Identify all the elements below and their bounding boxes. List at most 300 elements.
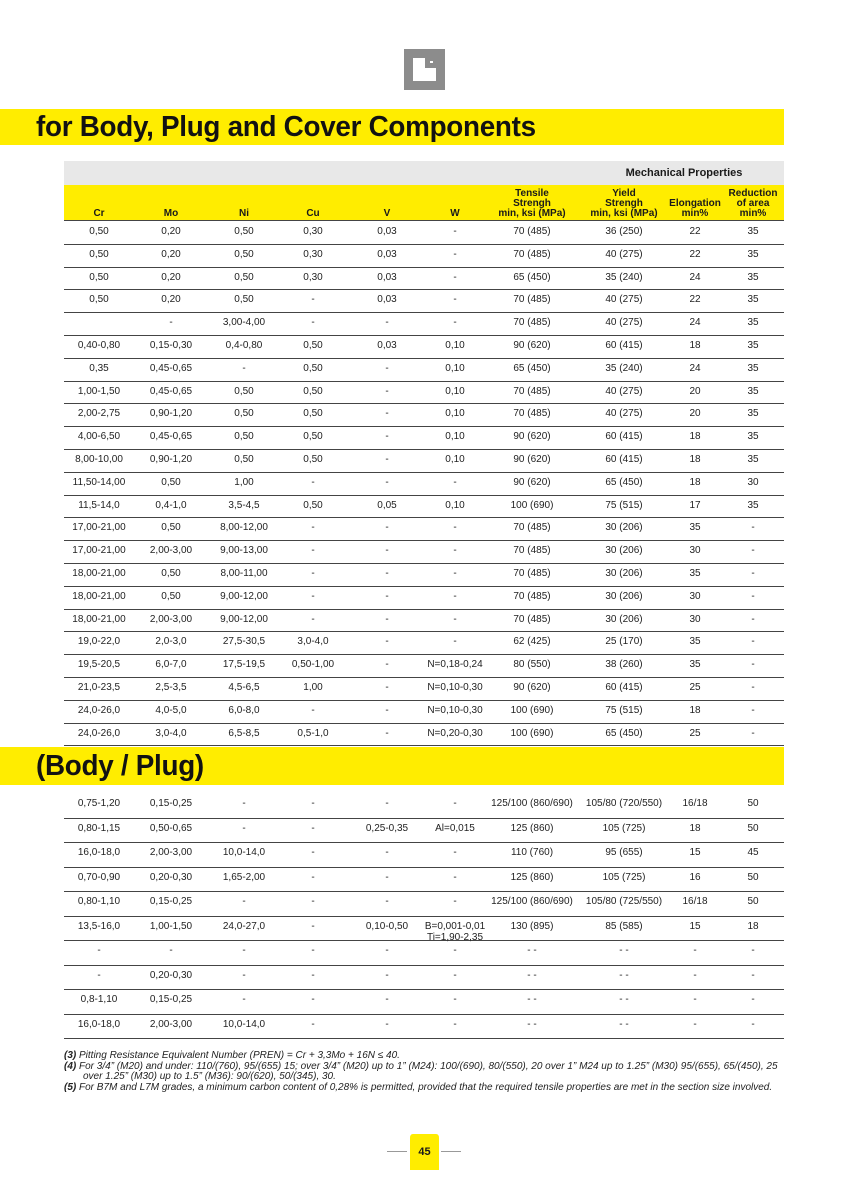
cell-mo: 0,50 — [161, 522, 181, 534]
table-row — [64, 267, 784, 291]
cell-cu: 0,50 — [303, 385, 323, 397]
cell-ni: 3,00-4,00 — [222, 317, 266, 329]
cell-mo: 0,20 — [161, 294, 181, 306]
cell-w: - — [453, 847, 457, 858]
cell-reduction: 35 — [747, 248, 759, 260]
cell-ni: 1,65-2,00 — [222, 871, 266, 883]
cell-cu: - — [311, 590, 315, 602]
cell-tensile: 70 (485) — [513, 385, 551, 397]
cell-yield: 60 (415) — [605, 431, 643, 443]
cell-tensile: 70 (485) — [513, 545, 551, 557]
table-row — [64, 244, 784, 268]
cell-cu: - — [311, 896, 315, 907]
cell-cr: 19,5-20,5 — [77, 659, 121, 671]
footnote-number: (5) — [64, 1081, 77, 1093]
cell-cr: 19,0-22,0 — [77, 636, 121, 648]
cell-elongation: - — [693, 945, 697, 956]
cell-mo: 0,50-0,65 — [149, 822, 193, 834]
cell-cu: - — [311, 545, 315, 557]
cell-v: - — [385, 682, 389, 693]
cell-yield: 30 (206) — [605, 590, 643, 602]
cell-ni: 0,4-0,80 — [225, 340, 263, 351]
cell-reduction: 35 — [747, 294, 759, 306]
cell-cr: 4,00-6,50 — [77, 431, 121, 443]
cell-elongation: 18 — [689, 454, 701, 465]
cell-cu: 0,50 — [303, 499, 323, 511]
cell-tensile: 70 (485) — [513, 408, 551, 420]
cell-elongation: 17 — [689, 499, 701, 511]
cell-w: 0,10 — [445, 385, 465, 397]
cell-elongation: - — [693, 1018, 697, 1030]
cell-elongation: 18 — [689, 431, 701, 443]
column-header-elongation: Elongation min% — [669, 198, 721, 219]
cell-reduction: - — [751, 994, 755, 1005]
cell-mo: 0,4-1,0 — [155, 499, 187, 511]
cell-v: - — [385, 969, 389, 981]
cell-tensile: 65 (450) — [513, 271, 551, 283]
cell-yield: 40 (275) — [605, 385, 643, 397]
cell-yield: - - — [619, 945, 629, 956]
cell-v: - — [385, 408, 389, 420]
cell-w: - — [453, 522, 457, 534]
cell-mo: 0,15-0,25 — [149, 896, 193, 907]
cell-cu: - — [311, 969, 315, 981]
table-row — [64, 312, 784, 336]
column-header-cr: Cr — [93, 208, 105, 219]
table-row — [64, 940, 784, 966]
cell-reduction: - — [751, 613, 755, 625]
cell-yield: 105/80 (725/550) — [585, 896, 663, 907]
cell-reduction: 35 — [747, 431, 759, 443]
section-band — [0, 747, 784, 785]
cell-yield: 95 (655) — [605, 847, 643, 858]
cell-cu: - — [311, 704, 315, 716]
cell-v: - — [385, 896, 389, 907]
cell-reduction: 35 — [747, 362, 759, 374]
column-header-mo: Mo — [163, 208, 179, 219]
cell-ni: - — [242, 969, 246, 981]
cell-cu: - — [311, 1018, 315, 1030]
cell-tensile: - - — [527, 945, 537, 956]
cell-elongation: - — [693, 969, 697, 981]
table-row — [64, 842, 784, 868]
cell-mo: 0,15-0,25 — [149, 798, 193, 809]
cell-v: 0,05 — [377, 499, 397, 511]
table-row — [64, 495, 784, 519]
cell-ni: 24,0-27,0 — [222, 920, 266, 932]
cell-cr: 8,00-10,00 — [75, 454, 123, 465]
cell-v: 0,03 — [377, 271, 397, 283]
cell-ni: 6,5-8,5 — [228, 727, 260, 739]
table-row — [64, 677, 784, 701]
cell-cr: 11,5-14,0 — [78, 499, 120, 511]
cell-tensile: 70 (485) — [513, 226, 551, 237]
column-header-yield: Yield Strengh min, ksi (MPa) — [590, 188, 658, 219]
cell-w: Al=0,015 — [435, 822, 475, 834]
cell-cr: 21,0-23,5 — [77, 682, 121, 693]
cell-v: - — [385, 945, 389, 956]
cell-w: 0,10 — [445, 340, 465, 351]
cell-yield: 65 (450) — [605, 727, 643, 739]
cell-yield: - - — [619, 994, 629, 1005]
cell-reduction: 35 — [747, 408, 759, 420]
cell-cu: 0,50 — [303, 408, 323, 420]
cell-v: - — [385, 568, 389, 579]
cell-w: 0,10 — [445, 431, 465, 443]
cell-w: - — [453, 994, 457, 1005]
table-row — [64, 891, 784, 917]
cell-cr: 18,00-21,00 — [72, 590, 126, 602]
cell-tensile: 90 (620) — [513, 476, 551, 488]
table-row — [64, 221, 784, 245]
cell-elongation: 18 — [689, 704, 701, 716]
cell-tensile: 100 (690) — [510, 499, 554, 511]
cell-v: - — [385, 636, 389, 648]
cell-yield: 25 (170) — [605, 636, 643, 648]
cell-mo: 0,15-0,30 — [149, 340, 193, 351]
cell-elongation: 15 — [689, 920, 701, 932]
cell-w: - — [453, 871, 457, 883]
cell-reduction: 50 — [747, 822, 759, 834]
table-row — [64, 563, 784, 587]
cell-ni: - — [242, 798, 246, 809]
table-row — [64, 867, 784, 893]
cell-reduction: 18 — [747, 920, 759, 932]
cell-mo: 0,20 — [161, 271, 181, 283]
table-row — [64, 403, 784, 427]
cell-w: - — [453, 613, 457, 625]
cell-ni: 8,00-11,00 — [220, 568, 268, 579]
cell-tensile: 70 (485) — [513, 613, 551, 625]
section-title: (Body / Plug) — [36, 750, 204, 782]
cell-elongation: 24 — [689, 271, 701, 283]
cell-mo: 0,20-0,30 — [149, 871, 193, 883]
cell-reduction: - — [751, 969, 755, 981]
cell-ni: - — [242, 994, 246, 1005]
cell-cu: 1,00 — [303, 682, 323, 693]
cell-ni: 10,0-14,0 — [222, 847, 266, 858]
cell-yield: 35 (240) — [605, 362, 643, 374]
cell-v: - — [385, 317, 389, 329]
cell-v: - — [385, 454, 389, 465]
cell-v: - — [385, 613, 389, 625]
cell-elongation: 18 — [689, 476, 701, 488]
cell-v: - — [385, 798, 389, 809]
cell-w: N=0,10-0,30 — [427, 704, 483, 716]
cell-cr: 0,80-1,10 — [77, 896, 121, 907]
cell-ni: - — [242, 362, 246, 374]
cell-w: - — [453, 248, 457, 260]
cell-w: 0,10 — [445, 499, 465, 511]
cell-reduction: 35 — [747, 317, 759, 329]
column-header-reduction: Reduction of area min% — [728, 188, 778, 219]
cell-yield: 35 (240) — [605, 271, 643, 283]
cell-elongation: 16/18 — [682, 896, 708, 907]
table-row — [64, 654, 784, 678]
cell-elongation: 30 — [689, 545, 701, 557]
cell-tensile: - - — [527, 1018, 537, 1030]
cell-tensile: 125 (860) — [510, 871, 554, 883]
cell-mo: 6,0-7,0 — [155, 659, 187, 671]
cell-mo: 0,15-0,25 — [149, 994, 193, 1005]
cell-w: - — [453, 545, 457, 557]
cell-ni: 9,00-12,00 — [220, 613, 268, 625]
cell-mo: 0,90-1,20 — [149, 408, 193, 420]
cell-v: - — [385, 1018, 389, 1030]
cell-cu: 0,50 — [303, 431, 323, 443]
table-row — [64, 517, 784, 541]
cell-ni: 9,00-12,00 — [220, 590, 268, 602]
cell-ni: 1,00 — [234, 476, 254, 488]
cell-v: - — [385, 522, 389, 534]
cell-v: 0,03 — [377, 294, 397, 306]
cell-cu: - — [311, 613, 315, 625]
cell-mo: 2,00-3,00 — [149, 1018, 193, 1030]
cell-cr: 0,50 — [89, 294, 109, 306]
cell-ni: 4,5-6,5 — [228, 682, 260, 693]
cell-ni: 0,50 — [234, 294, 254, 306]
cell-v: 0,03 — [377, 248, 397, 260]
cell-v: - — [385, 659, 389, 671]
cell-elongation: 16 — [689, 871, 701, 883]
cell-elongation: 35 — [689, 522, 701, 534]
cell-reduction: - — [751, 590, 755, 602]
cell-tensile: 65 (450) — [513, 362, 551, 374]
cell-yield: 75 (515) — [605, 704, 643, 716]
cell-ni: 0,50 — [234, 431, 254, 443]
cell-elongation: 30 — [689, 590, 701, 602]
cell-yield: 75 (515) — [605, 499, 643, 511]
cell-v: - — [385, 385, 389, 397]
cell-reduction: - — [751, 682, 755, 693]
cell-tensile: - - — [527, 969, 537, 981]
cell-mo: 2,5-3,5 — [155, 682, 187, 693]
cell-w: - — [453, 317, 457, 329]
cell-w: - — [453, 798, 457, 809]
cell-cr: - — [97, 969, 101, 981]
cell-ni: 0,50 — [234, 271, 254, 283]
cell-elongation: 15 — [689, 847, 701, 858]
cell-tensile: 125/100 (860/690) — [491, 798, 573, 809]
cell-yield: 105 (725) — [602, 822, 646, 834]
table-row — [64, 631, 784, 655]
cell-yield: 30 (206) — [605, 613, 643, 625]
cell-mo: 0,50 — [161, 590, 181, 602]
cell-yield: 30 (206) — [605, 522, 643, 534]
cell-tensile: 125/100 (860/690) — [491, 896, 573, 907]
cell-ni: 17,5-19,5 — [222, 659, 266, 671]
table-row — [64, 426, 784, 450]
cell-cr: 24,0-26,0 — [77, 727, 121, 739]
cell-reduction: - — [751, 659, 755, 671]
footnote-text: Pitting Resistance Equivalent Number (PREN) = Cr + 3,3Mo + 16N ≤ 40. — [79, 1050, 400, 1061]
cell-w: N=0,10-0,30 — [427, 682, 483, 693]
cell-elongation: 22 — [689, 248, 701, 260]
table-row — [64, 965, 784, 991]
cell-cu: 0,30 — [303, 248, 323, 260]
cell-elongation: 22 — [689, 294, 701, 306]
cell-cu: 0,5-1,0 — [297, 727, 329, 739]
cell-ni: - — [242, 945, 246, 956]
cell-w: - — [453, 590, 457, 602]
cell-cr: 17,00-21,00 — [72, 545, 126, 557]
cell-reduction: - — [751, 568, 755, 579]
cell-v: - — [385, 476, 389, 488]
cell-cu: - — [311, 294, 315, 306]
cell-v: 0,10-0,50 — [365, 920, 409, 932]
table-row — [64, 472, 784, 496]
cell-v: - — [385, 431, 389, 443]
cell-cr: 16,0-18,0 — [77, 847, 121, 858]
cell-ni: 10,0-14,0 — [222, 1018, 266, 1030]
cell-elongation: 25 — [689, 682, 701, 693]
cell-mo: 0,20 — [161, 248, 181, 260]
cell-w: 0,10 — [445, 408, 465, 420]
page-number-rule-left — [387, 1151, 407, 1152]
cell-yield: 40 (275) — [605, 248, 643, 260]
cell-cu: 0,50 — [303, 454, 323, 465]
cell-w: - — [453, 271, 457, 283]
cell-cr: 0,75-1,20 — [77, 798, 121, 809]
cell-yield: - - — [619, 969, 629, 981]
footnote — [64, 1062, 784, 1083]
column-header-ni: Ni — [239, 208, 249, 219]
cell-reduction: 35 — [747, 499, 759, 511]
cell-elongation: 20 — [689, 385, 701, 397]
cell-tensile: 70 (485) — [513, 248, 551, 260]
cell-reduction: 35 — [747, 226, 759, 237]
table-row — [64, 358, 784, 382]
cell-mo: 0,45-0,65 — [149, 385, 193, 397]
cell-elongation: 35 — [689, 568, 701, 579]
cell-ni: 6,0-8,0 — [228, 704, 260, 716]
cell-ni: 0,50 — [234, 385, 254, 397]
cell-yield: 30 (206) — [605, 568, 643, 579]
cell-w: 0,10 — [445, 454, 465, 465]
cell-tensile: 90 (620) — [513, 431, 551, 443]
cell-cr: 24,0-26,0 — [77, 704, 121, 716]
cell-cr: 18,00-21,00 — [72, 613, 126, 625]
column-header-v: V — [383, 208, 391, 219]
table-row — [64, 793, 784, 819]
cell-cu: - — [311, 476, 315, 488]
cell-yield: 36 (250) — [605, 226, 643, 237]
cell-w: N=0,18-0,24 — [427, 659, 483, 671]
cell-tensile: - - — [527, 994, 537, 1005]
cell-cr: 0,8-1,10 — [80, 994, 118, 1005]
cell-v: 0,25-0,35 — [365, 822, 409, 834]
cell-cu: 0,30 — [303, 226, 323, 237]
cell-mo: 4,0-5,0 — [155, 704, 187, 716]
cell-cr: 0,80-1,15 — [77, 822, 121, 834]
cell-tensile: 80 (550) — [513, 659, 551, 671]
cell-yield: 40 (275) — [605, 408, 643, 420]
cell-cu: 0,50 — [303, 340, 323, 351]
cell-reduction: - — [751, 545, 755, 557]
cell-mo: 0,20 — [161, 226, 181, 237]
cell-cu: - — [311, 822, 315, 834]
cell-tensile: 90 (620) — [513, 340, 551, 351]
cell-yield: 30 (206) — [605, 545, 643, 557]
cell-reduction: 50 — [747, 871, 759, 883]
cell-yield: 38 (260) — [605, 659, 643, 671]
cell-cu: 3,0-4,0 — [297, 636, 329, 648]
cell-mo: 0,50 — [161, 476, 181, 488]
page-title: for Body, Plug and Cover Components — [36, 111, 536, 143]
mechanical-properties-label: Mechanical Properties — [625, 167, 743, 179]
cell-mo: 2,00-3,00 — [149, 847, 193, 858]
cell-ni: 0,50 — [234, 454, 254, 465]
cell-elongation: 30 — [689, 613, 701, 625]
cell-yield: 40 (275) — [605, 317, 643, 329]
cell-ni: 0,50 — [234, 408, 254, 420]
cell-cu: - — [311, 871, 315, 883]
cell-tensile: 110 (760) — [510, 847, 554, 858]
cell-v: - — [385, 362, 389, 374]
cell-v: 0,03 — [377, 226, 397, 237]
cell-mo: 2,0-3,0 — [155, 636, 187, 648]
cell-tensile: 70 (485) — [513, 294, 551, 306]
column-header-tensile: Tensile Strengh min, ksi (MPa) — [498, 188, 566, 219]
cell-cr: 0,40-0,80 — [77, 340, 121, 351]
cell-cr: 17,00-21,00 — [72, 522, 126, 534]
cell-cu: 0,50 — [303, 362, 323, 374]
cell-cu: - — [311, 522, 315, 534]
table-row — [64, 586, 784, 610]
cell-cr: 0,50 — [89, 248, 109, 260]
cell-cu: 0,30 — [303, 271, 323, 283]
cell-reduction: 50 — [747, 896, 759, 907]
cell-elongation: 20 — [689, 408, 701, 420]
cell-reduction: 35 — [747, 340, 759, 351]
cell-mo: 0,20-0,30 — [149, 969, 193, 981]
cell-tensile: 125 (860) — [510, 822, 554, 834]
mechanical-properties-bar — [64, 161, 784, 185]
title-band — [0, 109, 784, 145]
cell-elongation: 24 — [689, 317, 701, 329]
cell-v: - — [385, 847, 389, 858]
cell-yield: 40 (275) — [605, 294, 643, 306]
cell-w: - — [453, 568, 457, 579]
cell-mo: 2,00-3,00 — [149, 613, 193, 625]
cell-reduction: - — [751, 945, 755, 956]
table-row — [64, 723, 784, 747]
cell-w: B=0,001-0,01 Ti=1,90-2,35 — [424, 920, 486, 943]
cell-elongation: 18 — [689, 822, 701, 834]
cell-yield: 105 (725) — [602, 871, 646, 883]
cell-cr: - — [97, 945, 101, 956]
cell-w: - — [453, 636, 457, 648]
cell-mo: 1,00-1,50 — [149, 920, 193, 932]
cell-cr: 11,50-14,00 — [72, 476, 126, 488]
cell-v: 0,03 — [377, 340, 397, 351]
table-row — [64, 989, 784, 1015]
cell-tensile: 130 (895) — [510, 920, 554, 932]
cell-reduction: 35 — [747, 385, 759, 397]
table-row — [64, 609, 784, 633]
column-header-w: W — [450, 208, 460, 219]
cell-cu: - — [311, 847, 315, 858]
cell-cr: 16,0-18,0 — [77, 1018, 121, 1030]
cell-cr: 0,70-0,90 — [77, 871, 121, 883]
table-header — [64, 185, 784, 221]
cell-reduction: 35 — [747, 271, 759, 283]
cell-tensile: 90 (620) — [513, 454, 551, 465]
cell-yield: 60 (415) — [605, 340, 643, 351]
table-row — [64, 818, 784, 844]
cell-tensile: 70 (485) — [513, 317, 551, 329]
cell-w: - — [453, 226, 457, 237]
